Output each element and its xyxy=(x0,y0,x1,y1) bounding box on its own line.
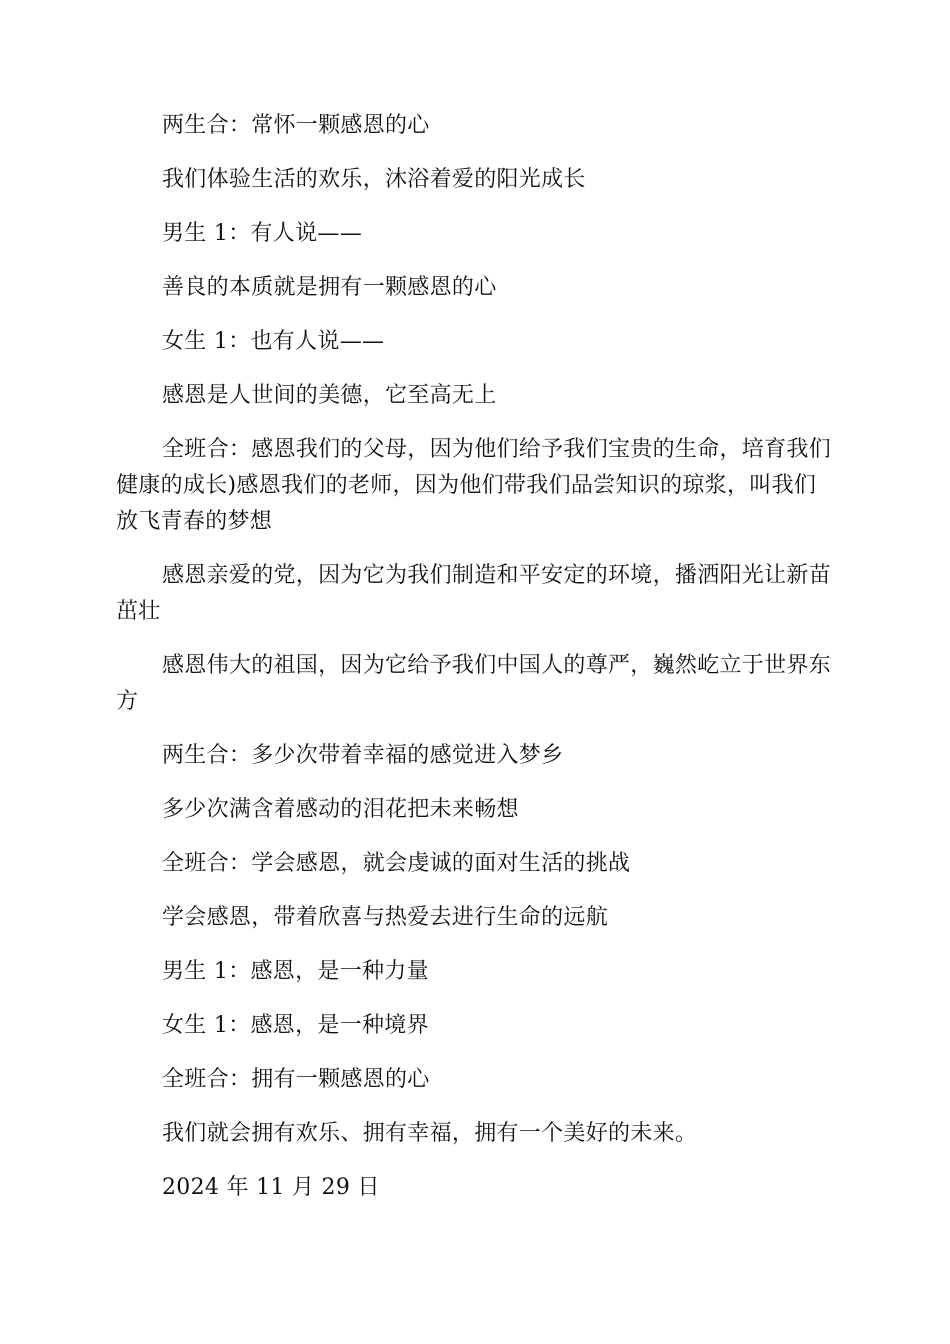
paragraph: 两生合：常怀一颗感恩的心 xyxy=(162,113,430,138)
paragraph: 感恩亲爱的党，因为它为我们制造和平安定的环境，播洒阳光让新苗茁壮 xyxy=(116,563,832,624)
paragraph: 两生合：多少次带着幸福的感觉进入梦乡 xyxy=(162,743,564,768)
paragraph: 善良的本质就是拥有一颗感恩的心 xyxy=(162,275,497,300)
paragraph: 感恩伟大的祖国，因为它给予我们中国人的尊严，巍然屹立于世界东方 xyxy=(116,653,832,714)
date-line: 2024 年 11 月 29 日 xyxy=(162,1175,380,1200)
paragraph: 全班合：感恩我们的父母，因为他们给予我们宝贵的生命，培育我们健康的成长)感恩我们的老师，因为他们带我们品尝知识的琼浆，叫我们放飞青春的梦想 xyxy=(116,437,832,534)
document-body xyxy=(116,108,836,1224)
paragraph: 女生 1：感恩，是一种境界 xyxy=(162,1013,429,1038)
paragraph: 全班合：学会感恩，就会虔诚的面对生活的挑战 xyxy=(162,851,631,876)
paragraph: 感恩是人世间的美德，它至高无上 xyxy=(162,383,497,408)
paragraph: 女生 1：也有人说—— xyxy=(162,329,385,354)
paragraph: 男生 1：感恩，是一种力量 xyxy=(162,959,429,984)
paragraph: 多少次满含着感动的泪花把未来畅想 xyxy=(162,797,519,822)
paragraph: 我们就会拥有欢乐、拥有幸福，拥有一个美好的未来。 xyxy=(162,1121,698,1146)
paragraph: 男生 1：有人说—— xyxy=(162,221,362,246)
paragraph: 学会感恩，带着欣喜与热爱去进行生命的远航 xyxy=(162,905,609,930)
paragraph: 全班合：拥有一颗感恩的心 xyxy=(162,1067,430,1092)
paragraph: 我们体验生活的欢乐，沐浴着爱的阳光成长 xyxy=(162,167,586,192)
